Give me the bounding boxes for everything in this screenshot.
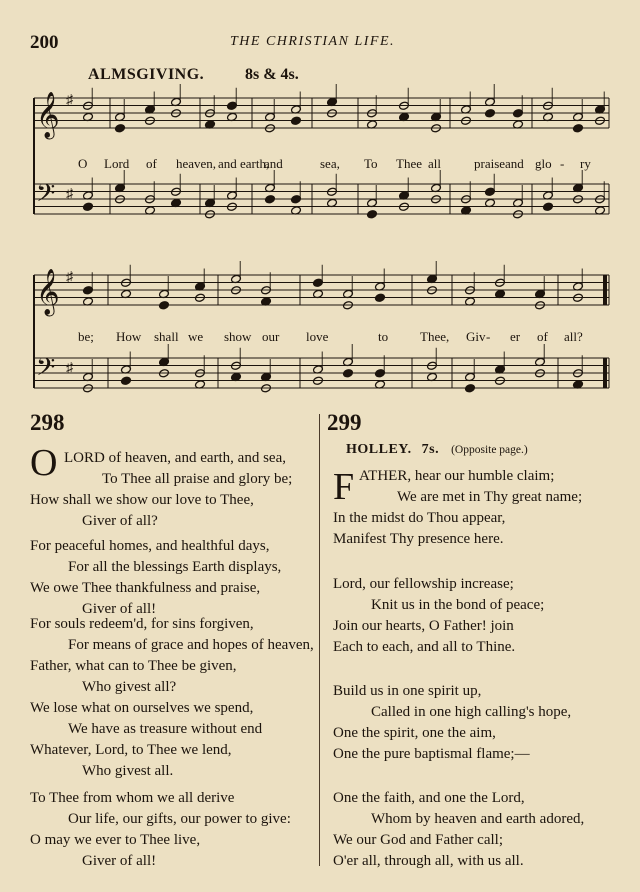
verse-line: We are met in Thy great name; [397,489,583,505]
verse-line: Build us in one spirit up, [333,683,482,699]
lyric-syllable: Thee [396,156,422,171]
lyric-syllable: all? [564,329,583,344]
note-head [465,384,476,393]
verse-line: Who givest all? [82,679,177,695]
key-signature-sharp: ♯ [66,361,73,376]
note-head [543,202,554,211]
verse-line: Who givest all. [82,763,174,779]
verse-line: Called in one high calling's hope, [371,704,572,720]
final-bar [603,275,607,305]
lyric-syllable: be; [78,329,94,344]
lyric-syllable: Lord [104,156,130,171]
lyric-syllable: of [537,329,548,344]
note-head [343,369,354,378]
verse-line: Giver of all! [82,601,157,617]
note-head [115,124,126,133]
lyric-syllable: How [116,329,142,344]
bass-clef: 𝄢 [36,179,56,214]
treble-clef: 𝄞 [36,92,60,138]
lyric-syllable: and [218,156,237,171]
verse-line: How shall we show our love to Thee, [30,492,254,508]
tune-title: ALMSGIVING. [88,66,205,83]
verse-line: Join our hearts, O Father! join [333,618,514,634]
column-divider [319,414,320,866]
lyric-syllable: glo [535,156,552,171]
lyric-syllable: love [306,329,329,344]
lyric-syllable: To [364,156,378,171]
verse-line: Our life, our gifts, our power to give: [68,811,291,827]
verse-line: To Thee from whom we all derive [30,790,235,806]
note-head [291,116,302,125]
verse-line: One the pure baptismal flame;— [333,746,530,762]
lyric-syllable: we [188,329,204,344]
lyric-syllable: - [560,156,565,171]
verse-line: Whatever, Lord, to Thee we lend, [30,742,232,758]
verse-line: Lord, our fellowship increase; [333,576,514,592]
key-signature-sharp: ♯ [66,93,73,108]
lyric-syllable: ry [580,156,591,171]
verse-line: ATHER, hear our humble claim; [359,468,555,484]
treble-clef: 𝄞 [36,269,60,315]
verse-line: Knit us in the bond of peace; [371,597,545,613]
verse-line: We our God and Father call; [333,832,503,848]
lyric-syllable: Thee, [420,329,450,344]
lyric-syllable: to [378,329,389,344]
verse-line: Manifest Thy presence here. [333,531,504,547]
page-number: 200 [30,32,59,53]
verse-line: One the faith, and one the Lord, [333,790,525,806]
key-signature-sharp: ♯ [66,270,73,285]
lyric-syllable: and [505,156,524,171]
lyric-syllable: of [146,156,157,171]
verse-line: O may we ever to Thee live, [30,832,201,848]
note-head [265,195,276,204]
hymn-299-drop-cap: F [333,466,355,508]
hymn-299-meter: 7s. [421,442,440,457]
verse-line: LORD of heaven, and earth, and sea, [64,450,286,466]
key-signature-sharp: ♯ [66,187,73,202]
lyric-syllable: heaven, [176,156,217,171]
hymn-298-drop-cap: O [30,442,58,484]
hymn-299-tune-line [346,440,528,458]
lyric-syllable: Giv [466,329,486,344]
hymn-298-number: 298 [30,410,65,435]
verse-line: Father, what can to Thee be given, [30,658,237,674]
verse-line: For all the blessings Earth displays, [68,559,282,575]
hymn-299-tune-name: HOLLEY. [346,442,412,457]
verse-line: We have as treasure without end [68,721,263,737]
lyric-syllable: earth, [240,156,270,171]
lyric-syllable: sea, [320,156,340,171]
bass-clef: 𝄢 [36,353,56,388]
note-head [83,202,94,211]
verse-line: For peaceful homes, and healthful days, [30,538,270,554]
verse-line: One the spirit, one the aim, [333,725,496,741]
note-head [121,376,132,385]
tune-meter: 8s & 4s. [245,66,299,83]
lyric-syllable: all [428,156,441,171]
note-head [485,109,496,118]
verse-line: Whom by heaven and earth adored, [371,811,585,827]
verse-line: In the midst do Thou appear, [333,510,506,526]
hymn-299-note: (Opposite page.) [451,444,528,456]
note-head [367,210,378,219]
lyric-syllable: - [486,329,491,344]
verse-line: For souls redeem'd, for sins forgiven, [30,616,254,632]
verse-line: To Thee all praise and glory be; [102,471,293,487]
lyric-syllable: and [264,156,283,171]
lyric-syllable: our [262,329,280,344]
hymn-299-number: 299 [327,410,362,435]
verse-line: Giver of all! [82,853,157,869]
verse-line: Each to each, and all to Thine. [333,639,516,655]
lyric-syllable: praise [474,156,506,171]
verse-line: We lose what on ourselves we spend, [30,700,254,716]
note-head [573,124,584,133]
lyric-syllable: shall [154,329,179,344]
final-bar [603,358,607,388]
lyric-syllable: O [78,156,88,171]
lyric-syllable: show [224,329,252,344]
verse-line: Giver of all? [82,513,158,529]
verse-line: O'er all, through all, with us all. [333,853,524,869]
verse-line: We owe Thee thankfulness and praise, [30,580,261,596]
running-head: THE CHRISTIAN LIFE. [230,34,395,49]
verse-line: For means of grace and hopes of heaven, [68,637,314,653]
lyric-syllable: er [510,329,521,344]
note-head [375,293,386,302]
note-head [159,301,170,310]
